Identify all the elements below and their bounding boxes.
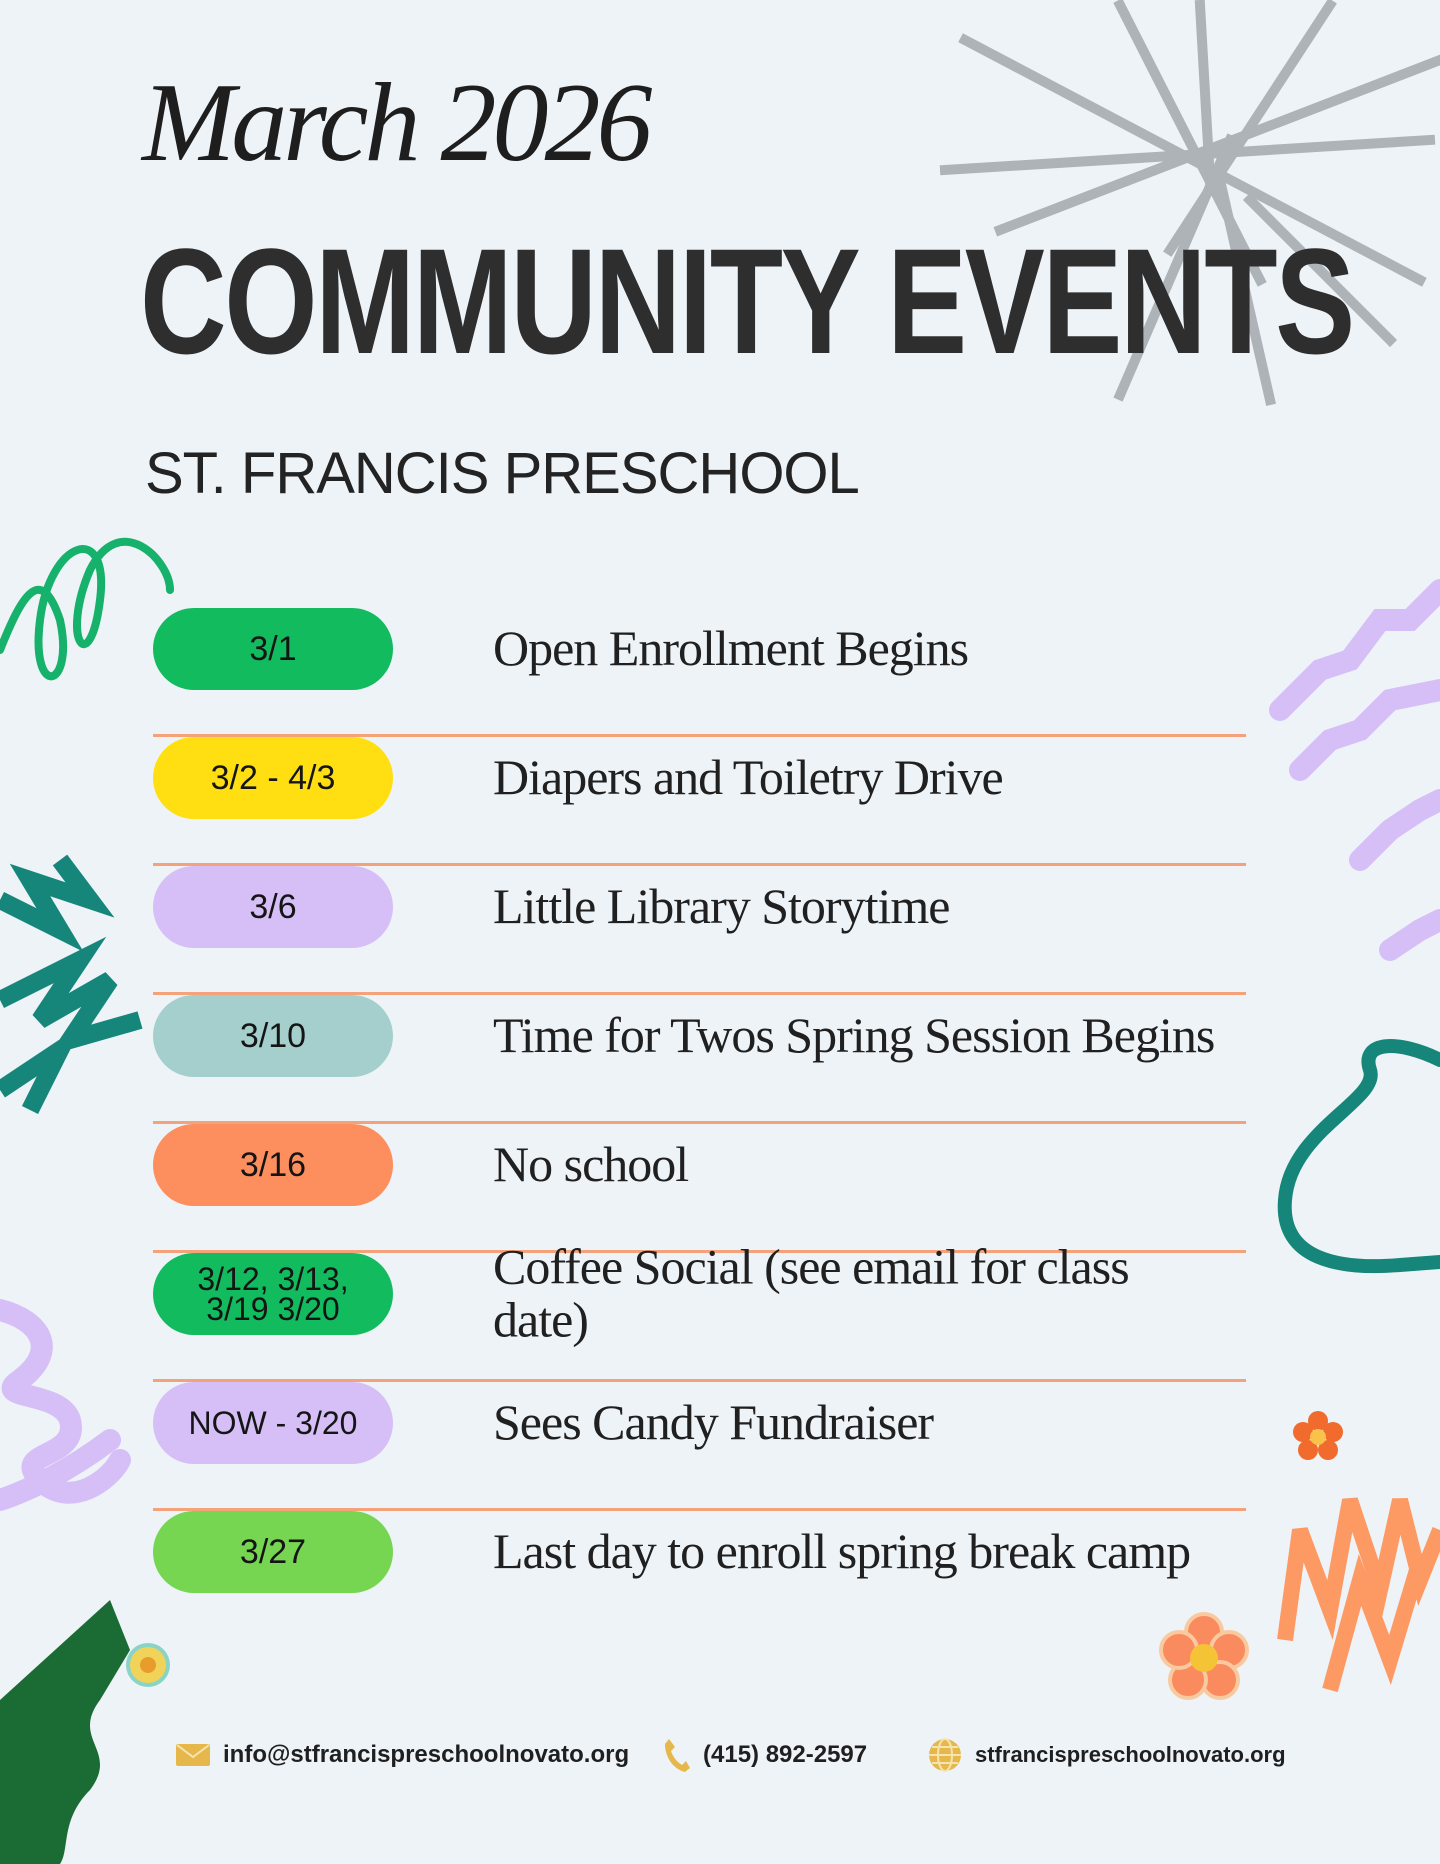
event-row [153, 866, 1246, 995]
orange-zigzag-decoration [1285, 1500, 1440, 1690]
event-date-badge: NOW - 3/20 [153, 1382, 393, 1464]
green-loop-decoration [0, 542, 170, 676]
event-title: Little Library Storytime [493, 877, 950, 934]
purple-squiggle-decoration [1280, 590, 1440, 950]
event-title: Last day to enroll spring break camp [493, 1522, 1191, 1579]
footer-phone[interactable] [663, 1735, 867, 1775]
event-title: Sees Candy Fundraiser [493, 1393, 934, 1450]
page-headline: COMMUNITY EVENTS [140, 217, 1353, 385]
website-link[interactable]: stfrancispreschoolnovato.org [975, 1742, 1286, 1767]
event-title: Diapers and Toiletry Drive [493, 748, 1003, 805]
event-date-badge: 3/27 [153, 1511, 393, 1593]
event-date-badge: 3/1 [153, 608, 393, 690]
event-row [153, 1238, 1246, 1382]
purple-scribble-decoration [0, 1310, 120, 1500]
event-title: Time for Twos Spring Session Begins [493, 1006, 1215, 1063]
footer-website[interactable] [927, 1735, 1286, 1775]
event-row [153, 1124, 1246, 1253]
event-row [153, 995, 1246, 1124]
events-list [153, 608, 1246, 1640]
event-row [153, 1511, 1246, 1640]
event-title: Coffee Social (see email for class date) [493, 1238, 1129, 1347]
event-row [153, 737, 1246, 866]
yellow-flower-decoration [126, 1643, 170, 1687]
event-date-badge: 3/2 - 4/3 [153, 737, 393, 819]
contact-footer [175, 1735, 1325, 1775]
teal-zigzag-decoration [0, 860, 140, 1110]
school-name: ST. FRANCIS PRESCHOOL [145, 441, 859, 506]
email-link[interactable]: info@stfrancispreschoolnovato.org [223, 1741, 630, 1768]
teal-blob-decoration [1285, 1046, 1440, 1266]
phone-number[interactable]: (415) 892-2597 [703, 1741, 868, 1768]
event-row [153, 608, 1246, 737]
event-row [153, 1382, 1246, 1511]
event-title: Open Enrollment Begins [493, 619, 969, 676]
month-title: March 2026 [142, 61, 649, 185]
event-date-badge: 3/16 [153, 1124, 393, 1206]
event-title: No school [493, 1135, 689, 1192]
orange-flower-decoration [1293, 1411, 1343, 1460]
event-date-badge: 3/10 [153, 995, 393, 1077]
globe-icon [927, 1737, 963, 1773]
footer-email[interactable] [175, 1735, 629, 1775]
mail-icon [175, 1741, 211, 1769]
event-date-badge: 3/6 [153, 866, 393, 948]
event-date-badge: 3/12, 3/13, 3/19 3/20 [153, 1253, 393, 1335]
green-shape-decoration [0, 1600, 130, 1864]
phone-icon [663, 1737, 691, 1773]
